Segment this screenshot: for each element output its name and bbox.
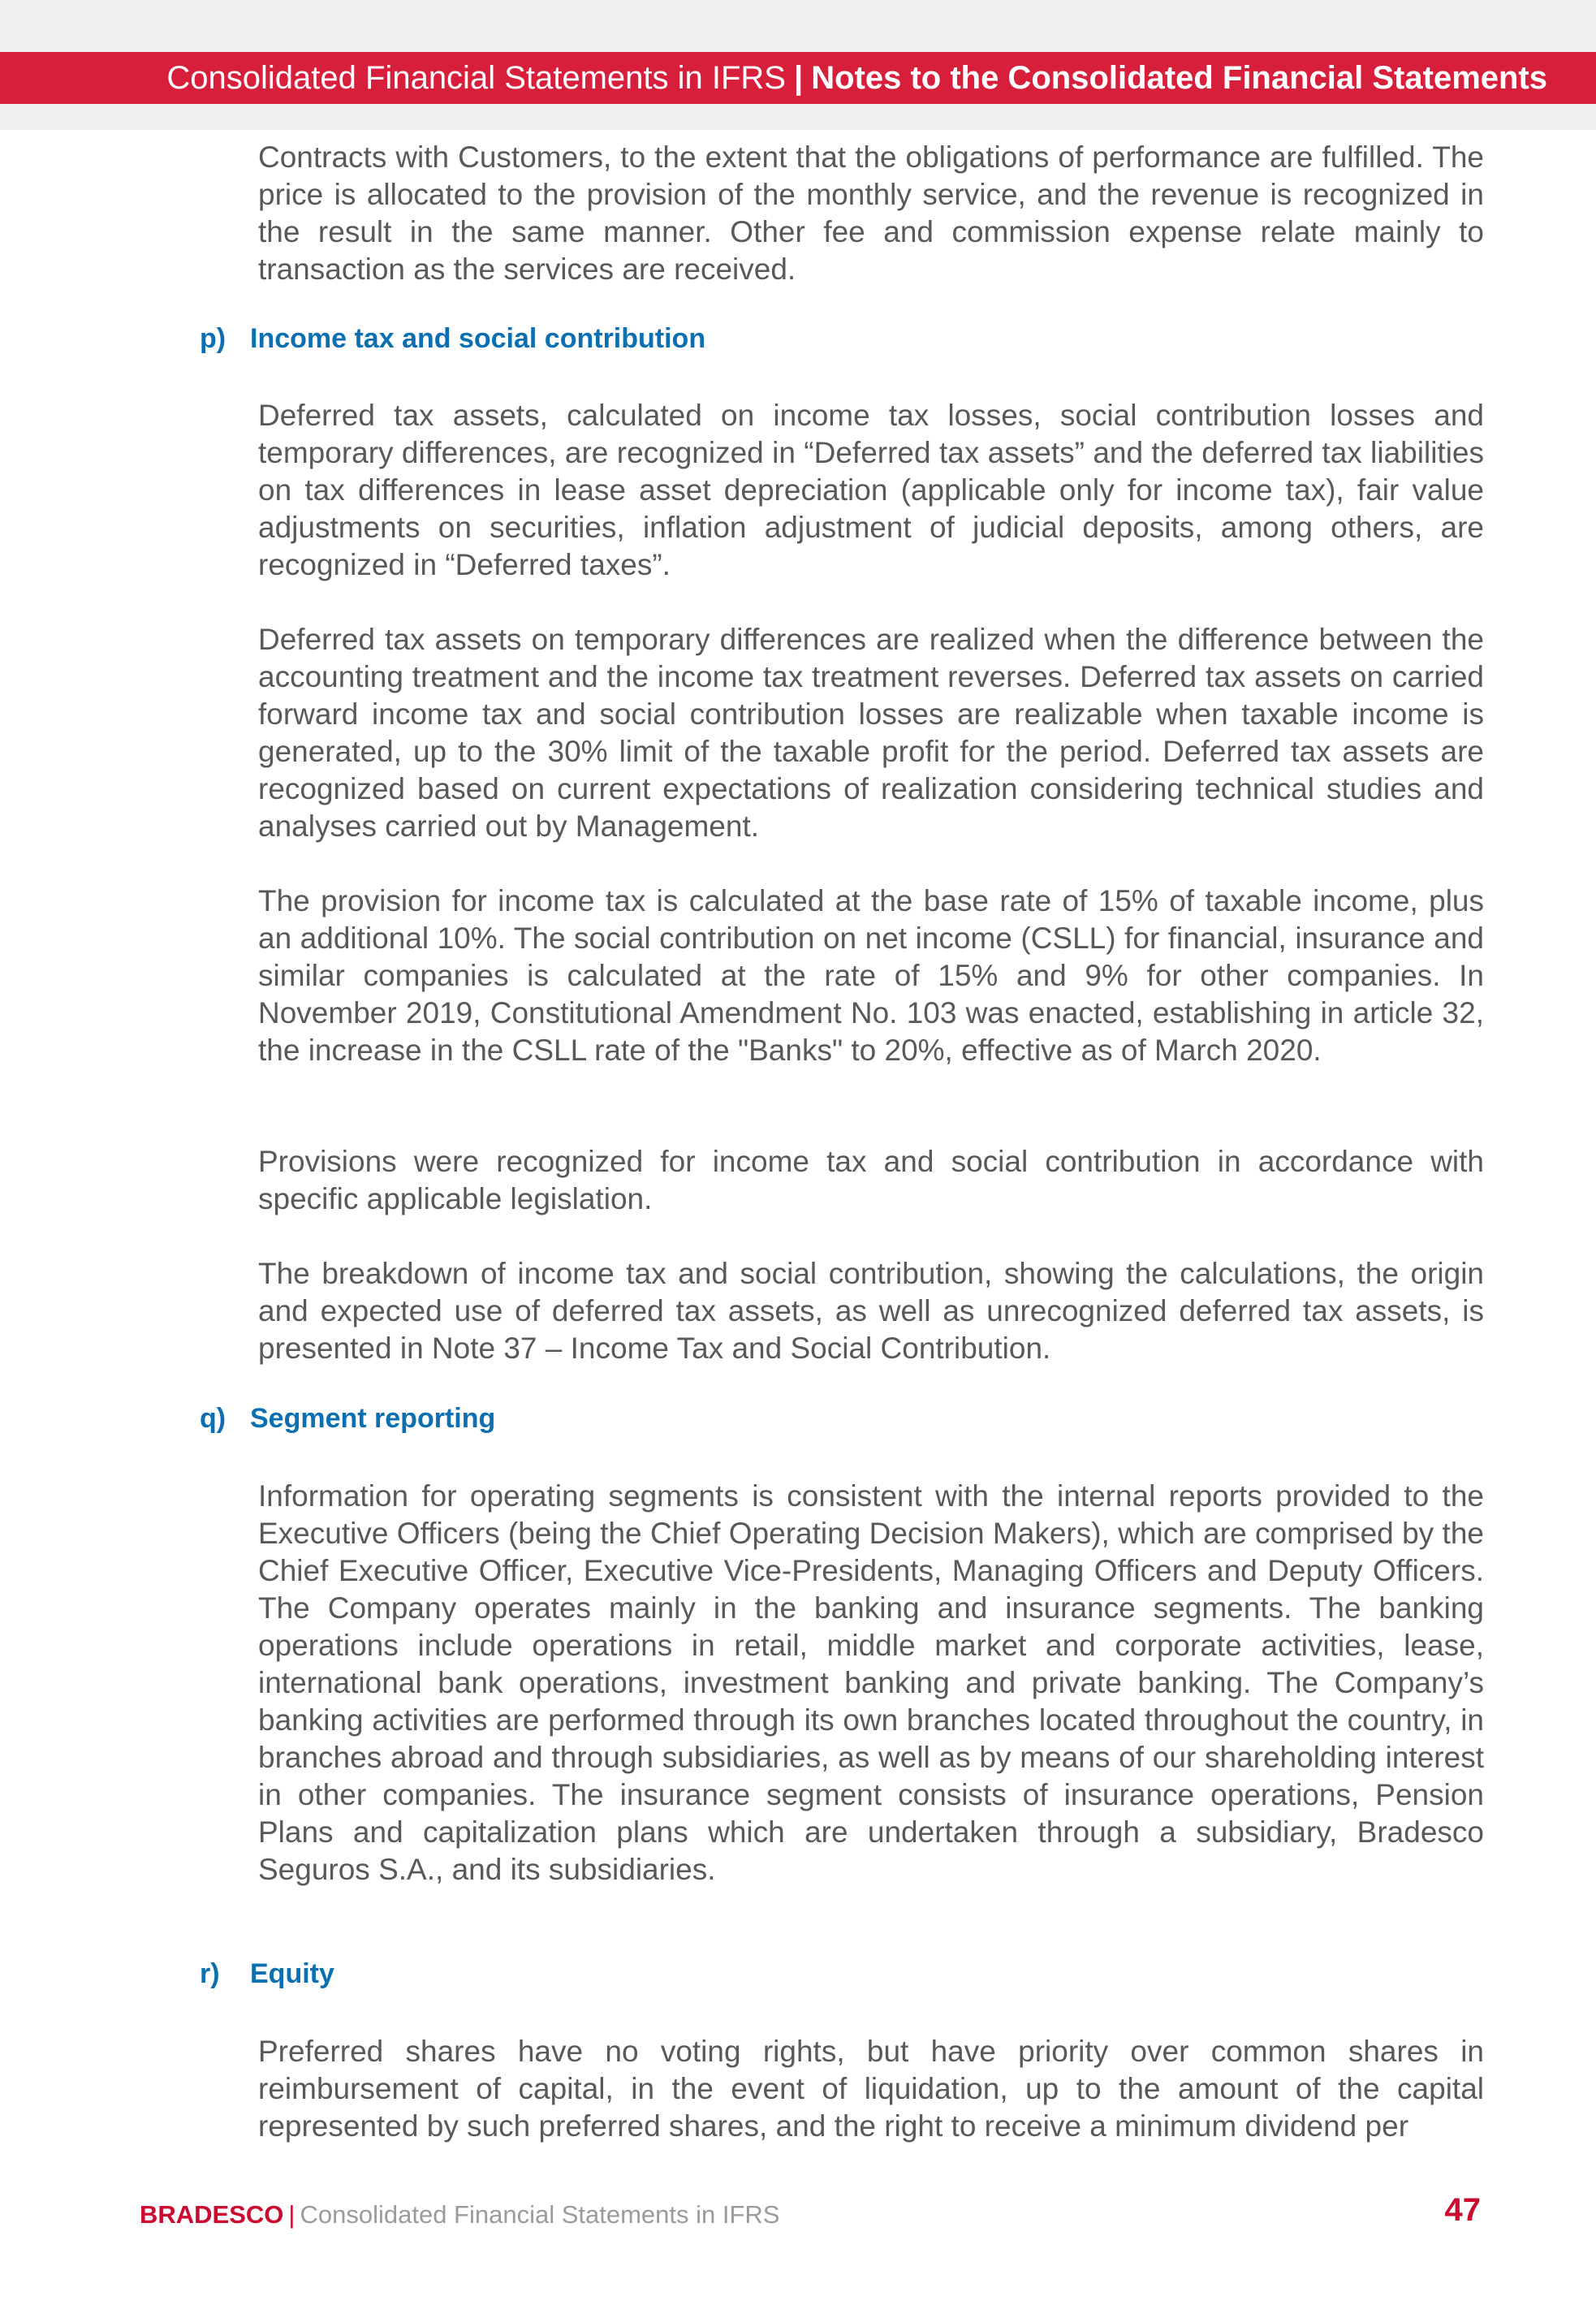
footer-brand: BRADESCO bbox=[140, 2200, 284, 2229]
header-document-title: Consolidated Financial Statements in IFRS bbox=[166, 59, 786, 96]
section-heading-segment-reporting bbox=[200, 1403, 495, 1435]
section-letter: p) bbox=[200, 323, 226, 354]
section-title: Segment reporting bbox=[250, 1403, 496, 1434]
income-tax-paragraph-3: The provision for income tax is calculated at the base rate of 15% of taxable income, plus an additional 10%. The social contribution on net income (CSLL) for financial, insurance and similar companies is calculated at the rate of 15% and 9% for other companies. In November 2019, Constitutional Amendment No. 103 was enacted, establishing in article 32, the increase in the CSLL rate of the "Banks" to 20%, effective as of March 2020. bbox=[258, 884, 1484, 1067]
intro-paragraph: Contracts with Customers, to the extent that the obligations of performance are fulfilled. The price is allocated to the provision of the monthly service, and the revenue is recognized in the result in the same manner. Other fee and commission expense relate mainly to transaction as the services are received. bbox=[258, 140, 1484, 286]
equity-paragraph: Preferred shares have no voting rights, but have priority over common shares in reimbursement of capital, in the event of liquidation, up to the amount of the capital represented by such preferred shares, and the right to receive a minimum dividend per bbox=[258, 2035, 1484, 2143]
section-heading-income-tax bbox=[200, 323, 705, 355]
section-letter: r) bbox=[200, 1958, 220, 1989]
top-margin bbox=[0, 0, 1596, 52]
header-section-title: Notes to the Consolidated Financial Statements bbox=[811, 59, 1547, 96]
page-number: 47 bbox=[1444, 2192, 1481, 2228]
section-letter: q) bbox=[200, 1403, 226, 1434]
footer-document-title: Consolidated Financial Statements in IFRS bbox=[300, 2200, 780, 2229]
page-header bbox=[0, 52, 1596, 104]
income-tax-paragraph-1: Deferred tax assets, calculated on income tax losses, social contribution losses and temporary differences, are recognized in “Deferred tax assets” and the deferred tax liabilities on tax differences in lease asset depreciation (applicable only for income tax), fair value adjustments on securities, inflation adjustment of judicial deposits, among others, are recognized in “Deferred taxes”. bbox=[258, 399, 1484, 581]
footer-separator: | bbox=[288, 2200, 295, 2229]
header-separator: | bbox=[794, 59, 804, 96]
income-tax-paragraph-4: Provisions were recognized for income tax and social contribution in accordance with specific applicable legislation. bbox=[258, 1145, 1484, 1215]
section-title: Equity bbox=[250, 1958, 334, 1989]
income-tax-paragraph-2: Deferred tax assets on temporary differences are realized when the difference between the accounting treatment and the income tax treatment reverses. Deferred tax assets on carried forward income tax and social contribution losses are realizable when taxable income is generated, up to the 30% limit of the taxable profit for the period. Deferred tax assets are recognized based on current expectations of realization considering technical studies and analyses carried out by Management. bbox=[258, 623, 1484, 843]
income-tax-paragraph-5: The breakdown of income tax and social contribution, showing the calculations, the origin and expected use of deferred tax assets, as well as unrecognized deferred tax assets, is presented in Note 37 – Income Tax and Social Contribution. bbox=[258, 1257, 1484, 1365]
section-title: Income tax and social contribution bbox=[250, 323, 706, 354]
page-footer bbox=[140, 2200, 779, 2229]
header-underband bbox=[0, 104, 1596, 130]
segment-reporting-paragraph: Information for operating segments is consistent with the internal reports provided to the Executive Officers (being the Chief Operating Decision Makers), which are comprised by the Chief Executive Officer, Executive Vice-Presidents, Managing Officers and Deputy Officers. The Company operates mainly in the banking and insurance segments. The banking operations include operations in retail, middle market and corporate activities, lease, international bank operations, investment banking and private banking. The Company’s banking activities are performed through its own branches located throughout the country, in branches abroad and through subsidiaries, as well as by means of our shareholding interest in other companies. The insurance segment consists of insurance operations, Pension Plans and capitalization plans which are undertaken through a subsidiary, Bradesco Seguros S.A., and its subsidiaries. bbox=[258, 1479, 1484, 1886]
section-heading-equity bbox=[200, 1958, 334, 1990]
